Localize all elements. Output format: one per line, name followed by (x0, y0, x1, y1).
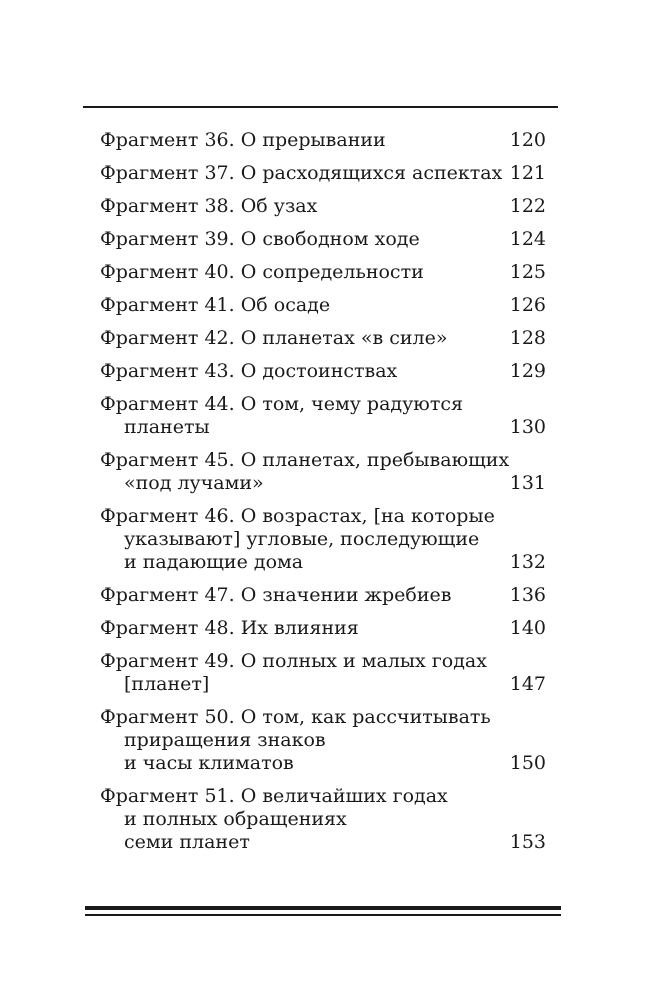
toc-entry-title-continuation: и часы климатов (124, 752, 294, 774)
toc-entry (100, 327, 546, 350)
toc-entry (100, 261, 546, 284)
toc-entry-page-number: 150 (509, 752, 546, 774)
toc-entry-title-continuation: указывают] угловые, последующие (124, 528, 480, 550)
toc-entry (100, 294, 546, 317)
toc-entry-title: Фрагмент 49. О полных и малых годах (100, 650, 487, 672)
toc-entry-title: Фрагмент 47. О значении жребиев (100, 584, 452, 606)
toc-entry (100, 393, 546, 439)
toc-entry-page-number: 128 (509, 327, 546, 349)
toc-entry (100, 617, 546, 640)
toc-entry-page-number: 153 (509, 831, 546, 853)
toc-entry-title: Фрагмент 50. О том, как рассчитывать (100, 706, 491, 728)
top-rule (83, 106, 558, 108)
table-of-contents (100, 129, 546, 854)
toc-entry (100, 584, 546, 607)
toc-entry-page-number: 122 (509, 195, 546, 217)
toc-entry-title: Фрагмент 48. Их влияния (100, 617, 359, 639)
toc-entry (100, 129, 546, 152)
toc-entry-title: Фрагмент 41. Об осаде (100, 294, 331, 316)
toc-entry-title: Фрагмент 43. О достоинствах (100, 360, 398, 382)
toc-entry-page-number: 130 (509, 416, 546, 438)
toc-entry-page-number: 125 (509, 261, 546, 283)
toc-entry-title-continuation: и падающие дома (124, 551, 304, 573)
bottom-rule-thick (85, 906, 561, 910)
toc-entry-title: Фрагмент 44. О том, чему радуются (100, 393, 463, 415)
toc-entry-title-continuation: и полных обращениях (124, 808, 347, 830)
toc-entry-title: Фрагмент 42. О планетах «в силе» (100, 327, 448, 349)
toc-entry-page-number: 124 (509, 228, 546, 250)
toc-entry (100, 228, 546, 251)
toc-entry-page-number: 121 (509, 162, 546, 184)
toc-entry-page-number: 131 (509, 472, 546, 494)
toc-entry-title: Фрагмент 38. Об узах (100, 195, 318, 217)
toc-entry-page-number: 136 (509, 584, 546, 606)
toc-entry (100, 505, 546, 574)
toc-entry (100, 449, 546, 495)
toc-entry-title: Фрагмент 45. О планетах, пребывающих (100, 449, 510, 471)
toc-entry-title: Фрагмент 36. О прерывании (100, 129, 386, 151)
toc-entry-title: Фрагмент 40. О сопредельности (100, 261, 424, 283)
toc-entry (100, 706, 546, 775)
toc-entry (100, 785, 546, 854)
bottom-rule-thin (85, 914, 561, 916)
toc-entry-page-number: 120 (509, 129, 546, 151)
toc-entry-title: Фрагмент 37. О расходящихся аспектах (100, 162, 503, 184)
toc-entry-title-continuation: [планет] (124, 673, 210, 695)
toc-entry-page-number: 147 (509, 673, 546, 695)
toc-entry-title: Фрагмент 39. О свободном ходе (100, 228, 420, 250)
toc-entry (100, 162, 546, 185)
toc-entry (100, 650, 546, 696)
toc-entry-title: Фрагмент 51. О величайших годах (100, 785, 448, 807)
toc-entry (100, 360, 546, 383)
toc-entry-title-continuation: «под лучами» (124, 472, 264, 494)
toc-entry-title-continuation: планеты (124, 416, 210, 438)
toc-entry-page-number: 126 (509, 294, 546, 316)
toc-entry (100, 195, 546, 218)
toc-entry-title-continuation: семи планет (124, 831, 250, 853)
toc-entry-title-continuation: приращения знаков (124, 729, 326, 751)
toc-entry-title: Фрагмент 46. О возрастах, [на которые (100, 505, 495, 527)
toc-entry-page-number: 129 (509, 360, 546, 382)
toc-entry-page-number: 140 (509, 617, 546, 639)
toc-entry-page-number: 132 (509, 551, 546, 573)
